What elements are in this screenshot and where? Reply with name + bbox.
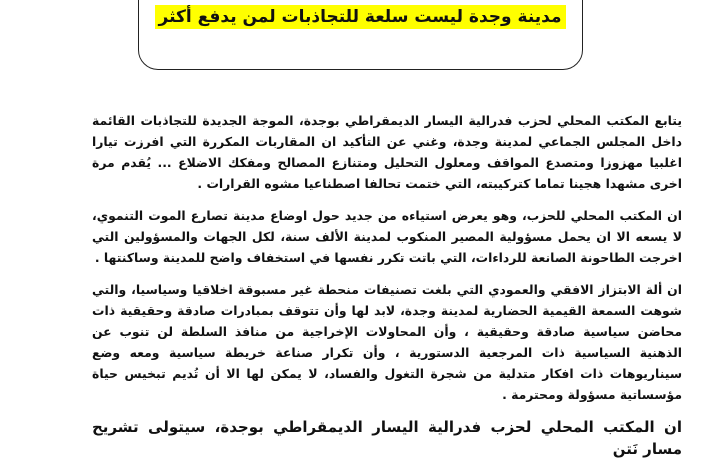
title-highlight: مدينة وجدة ليست سلعة للتجاذبات لمن يدفع أكثر [155, 5, 566, 29]
paragraph-1: يتابع المكتب المحلي لحزب فدرالية اليسار الديمقراطي بوجدة، الموجة الجديدة للتجاذبات القائمة داخل المجلس الجماعي لمدينة وجدة، وغني عن التأكيد ان المقاربات المكررة التي افرزت تيارا اغلبيا مهزوزا ومتصدع المواقف ومعلول التحليل ومتنازع المصالح ومفكك الاضلاع ... يُقدم مرة اخرى مشهدا هجينا تماما كتركيبته، التي ختمت تحالفا اصطناعيا مشوه القرارات . [92, 113, 682, 191]
paragraph-3: ان ألة الابتزاز الافقي والعمودي التي بلغت تصنيفات منحطة غير مسبوقة اخلاقيا وسياسيا، والتي شوهت السمعة القيمية الحضارية لمدينة وجدة، لابد لها وأن تتوقف بمبادرات صادقة وحقيقية ذات محاضن سياسية صادقة وحقيقية ، وأن المحاولات الإخراجية من منافذ السلطة لن تنوب عن الذهنية السياسية ذات المرجعية الدستورية ، وأن تكرار صناعة خريطة سياسية ومعه وضع سيناريوهات ذات افكار متدلية من شجرة التغول والفساد، لا يمكن لها الا أن تُديم تبخيس حياة مؤسساتية مسؤولة ومحترمة . [92, 282, 682, 402]
paragraph-2: ان المكتب المحلي للحزب، وهو يعرض استياءه من جديد حول اوضاع مدينة تصارع الموت التنموي، لا يسعه الا ان يحمل مسؤولية المصير المنكوب لمدينة الألف سنة، لكل الجهات والمسؤولين التي اخرجت الطاحونة الصانعة للرداءات، التي باتت تكرر نفسها في استخفاف واضح للمدينة وساكنتها . [92, 208, 682, 265]
page-title [150, 4, 570, 30]
paragraph-4: ان المكتب المحلي لحزب فدرالية اليسار الديمقراطي بوجدة، سيتولى تشريح مسار نَتن [92, 418, 682, 458]
article-body [92, 110, 682, 470]
